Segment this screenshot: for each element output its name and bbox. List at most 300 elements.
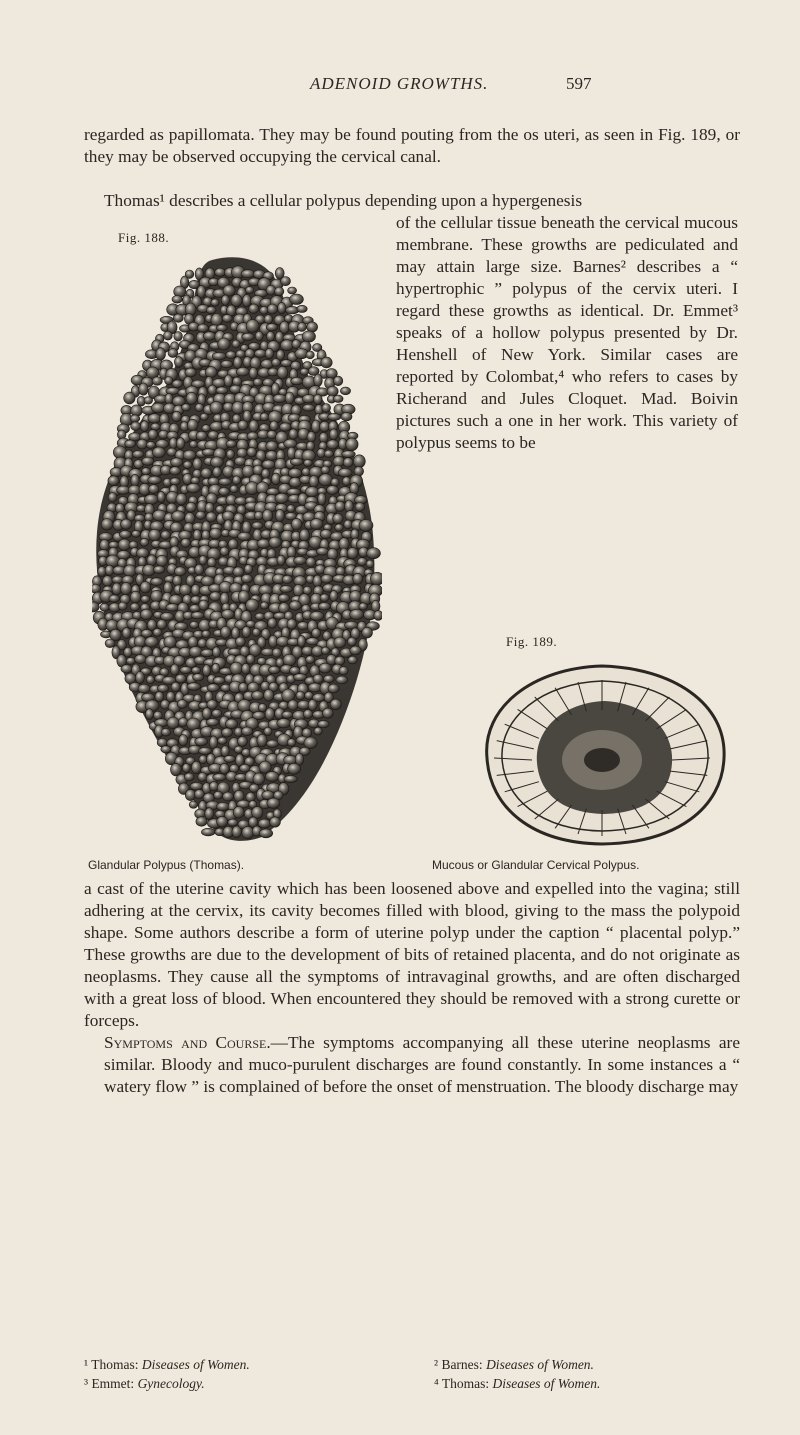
polyp-cell xyxy=(174,567,186,576)
polyp-cell xyxy=(281,277,291,286)
polyp-cell xyxy=(183,461,192,469)
polyp-cell xyxy=(142,468,151,475)
polyp-cell xyxy=(246,320,259,333)
polyp-cell xyxy=(199,555,207,565)
polyp-cell xyxy=(188,637,198,648)
polyp-cell xyxy=(346,438,358,451)
figure-188-caption: Glandular Polypus (Thomas). xyxy=(88,858,245,872)
polyp-cell xyxy=(202,449,215,456)
paragraph-3-text: a cast of the uterine cavity which has been loosened above and expelled into the vagina; still adhering at the cervix, its cavity becomes filled with blood, giving to the mass the polypoid shape. Some authors describe a form of uterine polyp under the caption “ placental polyp.” These growths are due to the development of bits of retained placenta, and do not originate as neoplasms. They cause all the symptoms of intravaginal growths, and are often discharged with a great loss of blood. When encountered they should be removed with a strong curette or forceps. xyxy=(84,879,740,1030)
polyp-cell xyxy=(205,502,214,513)
polyp-cell xyxy=(187,419,198,431)
polyp-cell xyxy=(350,609,364,619)
polyp-cell xyxy=(307,322,318,332)
polyp-cell xyxy=(265,708,275,721)
polyp-cell xyxy=(201,468,212,478)
polyp-cell xyxy=(359,520,373,532)
polyp-cell xyxy=(203,332,216,341)
polyp-cell xyxy=(327,440,339,449)
polyp-cell xyxy=(233,357,242,369)
polyp-cell xyxy=(349,591,361,603)
polyp-cell xyxy=(306,557,316,567)
polyp-cell xyxy=(353,573,363,584)
polyp-cell xyxy=(207,684,219,692)
polyp-cell xyxy=(244,564,252,573)
polyp-cell xyxy=(179,584,191,595)
polyp-cell xyxy=(245,287,253,294)
polyp-cell xyxy=(318,603,330,611)
polyp-cell xyxy=(324,450,333,457)
polyp-cell xyxy=(148,476,162,484)
polyp-cell xyxy=(270,817,281,827)
polyp-cell xyxy=(344,520,352,529)
polyp-cell xyxy=(302,331,315,342)
polyp-cell xyxy=(290,667,301,675)
polyp-cell xyxy=(206,307,216,314)
polyp-cell xyxy=(212,663,220,673)
polyp-cell xyxy=(124,392,135,404)
polyp-cell xyxy=(202,708,211,720)
polyp-cell xyxy=(149,484,159,493)
polyp-cell xyxy=(347,547,358,558)
polyp-cell xyxy=(101,519,113,531)
polyp-cell xyxy=(235,637,245,647)
polyp-cell xyxy=(138,684,150,693)
polyp-cell xyxy=(335,524,344,531)
polyp-cell xyxy=(226,440,236,447)
polyp-cell xyxy=(156,555,167,566)
polyp-cell xyxy=(206,512,217,522)
polyp-cell xyxy=(124,647,133,657)
polyp-cell xyxy=(187,683,201,691)
polyp-cell xyxy=(260,306,269,314)
polyp-cell xyxy=(137,439,148,449)
polyp-cell xyxy=(170,478,180,485)
polyp-cell xyxy=(189,801,197,808)
polyp-cell xyxy=(210,592,222,601)
polyp-cell xyxy=(252,691,264,700)
footnote-4-number: ⁴ xyxy=(434,1376,439,1391)
polyp-cell xyxy=(278,594,289,602)
polyp-cell xyxy=(199,755,207,764)
polyp-cell xyxy=(266,331,274,341)
polyp-cell xyxy=(305,487,319,497)
polyp-cell xyxy=(182,763,190,772)
polyp-cell xyxy=(182,404,191,411)
polyp-cell xyxy=(224,755,236,762)
polyp-cell xyxy=(217,802,230,810)
polyp-cell xyxy=(148,429,158,439)
paragraph-4 xyxy=(84,1032,740,1098)
polyp-cell xyxy=(277,719,291,728)
polyp-cell xyxy=(198,773,207,782)
polyp-cell xyxy=(217,816,228,827)
polyp-cell xyxy=(211,299,219,306)
polyp-cell xyxy=(232,826,242,838)
polyp-cell xyxy=(333,376,342,386)
polyp-cell xyxy=(338,468,352,477)
polyp-cell xyxy=(126,657,135,664)
polyp-cell xyxy=(172,296,182,304)
polyp-cell xyxy=(287,739,296,747)
polyp-cell xyxy=(157,620,167,630)
polyp-cell xyxy=(280,586,293,593)
polyp-cell xyxy=(157,491,165,502)
polyp-cell xyxy=(267,798,280,808)
footnote-3-title: Gynecology. xyxy=(137,1376,205,1391)
polyp-cell xyxy=(226,450,234,459)
polyp-cell xyxy=(172,380,183,388)
paragraph-3 xyxy=(84,878,740,1098)
polyp-cell xyxy=(207,558,216,568)
polyp-cell xyxy=(218,737,227,744)
polyp-cell xyxy=(321,647,329,655)
polyp-cell xyxy=(291,377,303,385)
polyp-cell xyxy=(305,692,314,700)
polyp-cell xyxy=(124,565,137,577)
polyp-cell xyxy=(343,458,353,468)
polyp-cell xyxy=(273,394,286,402)
polyp-cell xyxy=(290,458,303,465)
polyp-cell xyxy=(195,737,208,745)
polyp-cell xyxy=(237,736,247,746)
polyp-cell xyxy=(149,529,161,541)
polyp-cell xyxy=(253,773,265,785)
polyp-cell xyxy=(148,414,161,424)
paragraph-1: regarded as papillomata. They may be found pouting from the os uteri, as seen in Fig. 189, or they may be observed occupying the cervical canal. xyxy=(84,125,740,166)
polyp-cell xyxy=(336,676,348,684)
polyp-cell xyxy=(191,761,201,774)
polyp-cell xyxy=(303,586,312,594)
footnote-1-title: Diseases of Women. xyxy=(141,1357,250,1372)
polyp-cell xyxy=(199,600,209,610)
polyp-cell xyxy=(145,709,153,720)
polyp-cell xyxy=(350,646,361,655)
polyp-cell xyxy=(306,656,315,664)
polyp-cell xyxy=(230,485,238,493)
polyp-cell xyxy=(370,572,382,585)
polyp-cell xyxy=(347,637,356,646)
polyp-cell xyxy=(131,422,141,431)
polyp-cell xyxy=(191,477,200,484)
polyp-cell xyxy=(272,648,281,657)
polyp-cell xyxy=(132,451,144,458)
polyp-cell xyxy=(330,699,341,710)
polyp-cell xyxy=(140,421,148,432)
polyp-cell xyxy=(222,728,233,737)
polyp-cell xyxy=(242,663,251,674)
paragraph-2-lead: Thomas¹ describes a cellular polypus depending upon a hypergenesis xyxy=(104,191,583,210)
polyp-cell xyxy=(321,574,333,583)
polyp-cell xyxy=(260,413,269,421)
polyp-cell xyxy=(335,501,345,511)
polyp-cell xyxy=(241,727,252,736)
footnote-3-author: Emmet: xyxy=(91,1376,138,1391)
polyp-cell xyxy=(212,647,220,658)
polyp-cell xyxy=(100,540,110,551)
polyp-cell xyxy=(212,352,226,360)
polyp-cell xyxy=(130,603,139,611)
polyp-cell xyxy=(172,411,182,421)
polyp-cell xyxy=(191,667,200,674)
polyp-cell xyxy=(247,447,257,457)
polyp-cell xyxy=(195,564,204,575)
polyp-cell xyxy=(249,304,259,314)
polyp-cell xyxy=(193,458,202,470)
polyp-cell xyxy=(194,789,204,798)
polyp-cell xyxy=(151,578,164,586)
polyp-cell xyxy=(320,594,329,602)
polyp-cell xyxy=(185,512,195,524)
polyp-cell xyxy=(267,430,277,438)
polyp-cell xyxy=(211,457,224,468)
polyp-cell xyxy=(219,478,232,485)
polyp-cell xyxy=(233,806,244,818)
polyp-cell xyxy=(258,819,270,828)
polyp-cell xyxy=(176,493,187,505)
polyp-cell xyxy=(209,736,217,749)
polyp-cell xyxy=(161,746,171,753)
polyp-cell xyxy=(333,514,343,524)
footnote-3-number: ³ xyxy=(84,1376,89,1391)
polyp-cell xyxy=(130,591,141,603)
polyp-cell xyxy=(146,676,154,684)
polyp-cell xyxy=(190,782,203,790)
polyp-cell xyxy=(219,488,230,496)
polyp-cell xyxy=(225,719,237,729)
polyp-cell xyxy=(161,728,170,736)
polyp-cell xyxy=(146,441,155,448)
polyp-cell xyxy=(261,469,269,479)
polyp-cell xyxy=(271,473,280,485)
footnote-3 xyxy=(84,1374,205,1393)
page-header xyxy=(0,74,800,98)
polyp-cell xyxy=(205,808,214,820)
polyp-cell xyxy=(278,302,286,313)
footnote-2-number: ² xyxy=(434,1357,439,1372)
polyp-cell xyxy=(239,683,248,693)
polyp-cell xyxy=(298,323,307,332)
polyp-cell xyxy=(161,531,171,540)
polyp-cell xyxy=(310,519,323,530)
paragraph-2-wrapped xyxy=(396,212,738,454)
polyp-cell xyxy=(144,397,153,404)
polyp-cell xyxy=(223,792,234,801)
polyp-cell xyxy=(314,374,323,387)
polyp-cell xyxy=(313,674,323,683)
polyp-cell xyxy=(236,367,249,376)
polyp-cell xyxy=(170,467,181,475)
polyp-cell xyxy=(213,774,226,781)
polyp-cell xyxy=(233,377,242,386)
polyp-cell xyxy=(289,429,298,440)
polyp-cell xyxy=(311,420,320,433)
polyp-cell xyxy=(135,654,147,663)
polyp-cell xyxy=(242,333,255,340)
polyp-cell xyxy=(310,611,324,620)
polyp-cell xyxy=(205,367,217,378)
polyp-cell xyxy=(214,791,223,799)
polyp-cell xyxy=(144,494,158,504)
polyp-cell xyxy=(255,331,263,341)
polyp-cell xyxy=(119,531,131,539)
polyp-cell xyxy=(173,314,183,322)
polyp-cell xyxy=(318,720,330,727)
polyp-cell xyxy=(102,576,112,587)
polyp-cell xyxy=(296,691,305,700)
polyp-cell xyxy=(268,666,280,674)
polyp-cell xyxy=(203,665,211,677)
polyp-cell xyxy=(318,493,326,506)
polyp-cell xyxy=(275,493,289,503)
footnote-1 xyxy=(84,1355,250,1374)
polyp-cell xyxy=(175,674,186,683)
polyp-cell xyxy=(179,735,188,746)
footnote-2 xyxy=(434,1355,594,1374)
polyp-cell xyxy=(201,649,214,657)
running-head: ADENOID GROWTHS. xyxy=(310,74,489,93)
polyp-cell xyxy=(252,628,260,636)
polyp-cell xyxy=(314,727,322,735)
footnote-4-author: Thomas: xyxy=(441,1376,493,1391)
polyp-cell xyxy=(121,519,132,529)
polyp-cell xyxy=(220,547,229,556)
polyp-cell xyxy=(319,432,328,443)
polyp-cell xyxy=(170,664,179,675)
polyp-cell xyxy=(177,700,187,709)
polyp-cell xyxy=(153,628,162,636)
polyp-cell xyxy=(289,601,301,611)
polyp-cell xyxy=(268,368,279,376)
polyp-cell xyxy=(275,509,284,522)
footnote-1-number: ¹ xyxy=(84,1357,89,1372)
polyp-cell xyxy=(266,441,278,451)
polyp-cell xyxy=(340,387,350,395)
polyp-cell xyxy=(210,528,222,539)
polyp-cell xyxy=(297,305,307,312)
polyp-cell xyxy=(304,737,317,749)
polyp-cell xyxy=(212,709,222,717)
polyp-cell xyxy=(300,368,309,375)
polyp-cell xyxy=(348,656,358,664)
polyp-cell xyxy=(262,460,275,469)
polyp-cell xyxy=(220,626,230,638)
polyp-cell xyxy=(265,771,278,781)
polyp-cell xyxy=(288,287,297,294)
polyp-cell xyxy=(140,538,149,546)
page-number: 597 xyxy=(566,74,592,93)
polyp-cell xyxy=(259,761,271,773)
polyp-cell xyxy=(197,324,208,332)
footnote-2-author: Barnes: xyxy=(441,1357,487,1372)
polyp-cell xyxy=(283,654,296,666)
polyp-cell xyxy=(241,270,255,278)
polyp-cell xyxy=(185,789,195,800)
polyp-cell xyxy=(108,493,117,503)
polyp-cell xyxy=(186,392,197,404)
polyp-cell xyxy=(277,366,288,379)
polyp-cell xyxy=(208,385,217,395)
polyp-cell xyxy=(328,413,341,420)
polyp-cell xyxy=(294,556,307,564)
polyp-cell xyxy=(265,348,274,359)
polyp-cell xyxy=(184,773,194,781)
paragraph-4-text: —The symptoms accompanying all these uterine neoplasms are similar. Bloody and muco-purulent discharges are found constantly. In some instances a “ watery flow ” is complained of before the onset of menstruation. The bloody discharge may xyxy=(104,1033,740,1096)
polyp-cell xyxy=(362,627,373,638)
polyp-cell xyxy=(285,392,294,404)
polyp-cell xyxy=(232,340,240,348)
polyp-cell xyxy=(262,510,272,522)
polyp-cell xyxy=(237,448,247,458)
polyp-cell xyxy=(309,475,319,487)
polyp-cell xyxy=(329,429,338,440)
polyp-cell xyxy=(165,393,173,404)
polyp-cell xyxy=(279,423,291,431)
figure-188-label: Fig. 188. xyxy=(118,230,170,245)
polyp-cell xyxy=(303,404,315,411)
polyp-cell xyxy=(135,672,144,684)
polyp-cell xyxy=(186,502,196,512)
polyp-cell xyxy=(242,626,251,637)
polyp-cell xyxy=(272,359,281,367)
polyp-cell xyxy=(260,602,268,609)
polyp-cell xyxy=(341,412,352,421)
polyp-cell xyxy=(342,451,356,458)
polyp-cell xyxy=(287,619,297,630)
polyp-cell xyxy=(271,383,279,396)
polyp-cell xyxy=(223,285,235,296)
polyp-cell xyxy=(327,485,339,494)
polyp-cell xyxy=(145,637,158,648)
polyp-cell xyxy=(183,450,196,460)
polyp-cell xyxy=(374,611,382,621)
footnote-2-title: Diseases of Women. xyxy=(486,1357,594,1372)
polyp-cell xyxy=(246,599,259,612)
polyp-cell xyxy=(238,532,252,540)
figure-188-illustration xyxy=(92,252,382,842)
polyp-cell xyxy=(221,295,229,306)
polyp-cell xyxy=(174,332,183,341)
section-heading: Symptoms and Course. xyxy=(104,1033,271,1052)
polyp-cell xyxy=(171,763,182,776)
polyp-cell xyxy=(217,324,228,331)
polyp-cell xyxy=(253,378,262,386)
polyp-cell xyxy=(366,560,374,568)
polyp-cell xyxy=(333,395,343,402)
polyp-cell xyxy=(187,483,201,493)
polyp-cell xyxy=(171,458,183,467)
polyp-cell xyxy=(270,421,279,431)
polyp-cell xyxy=(233,476,241,485)
polyp-cell xyxy=(151,590,163,602)
polyp-cell xyxy=(180,666,192,673)
footnote-4-title: Diseases of Women. xyxy=(492,1376,601,1391)
polyp-cell xyxy=(320,421,330,432)
polyp-cell xyxy=(257,734,267,747)
polyp-cell xyxy=(189,647,202,658)
polyp-cell xyxy=(353,455,365,468)
polyp-cell xyxy=(196,511,206,519)
polyp-cell xyxy=(322,708,333,718)
polyp-cell xyxy=(284,775,297,782)
polyp-cell xyxy=(193,530,201,541)
polyp-cell xyxy=(141,595,150,602)
polyp-cell xyxy=(282,711,293,718)
polyp-cell xyxy=(367,548,381,559)
polyp-cell xyxy=(164,331,173,340)
polyp-cell xyxy=(321,357,332,368)
polyp-cell xyxy=(165,377,173,385)
